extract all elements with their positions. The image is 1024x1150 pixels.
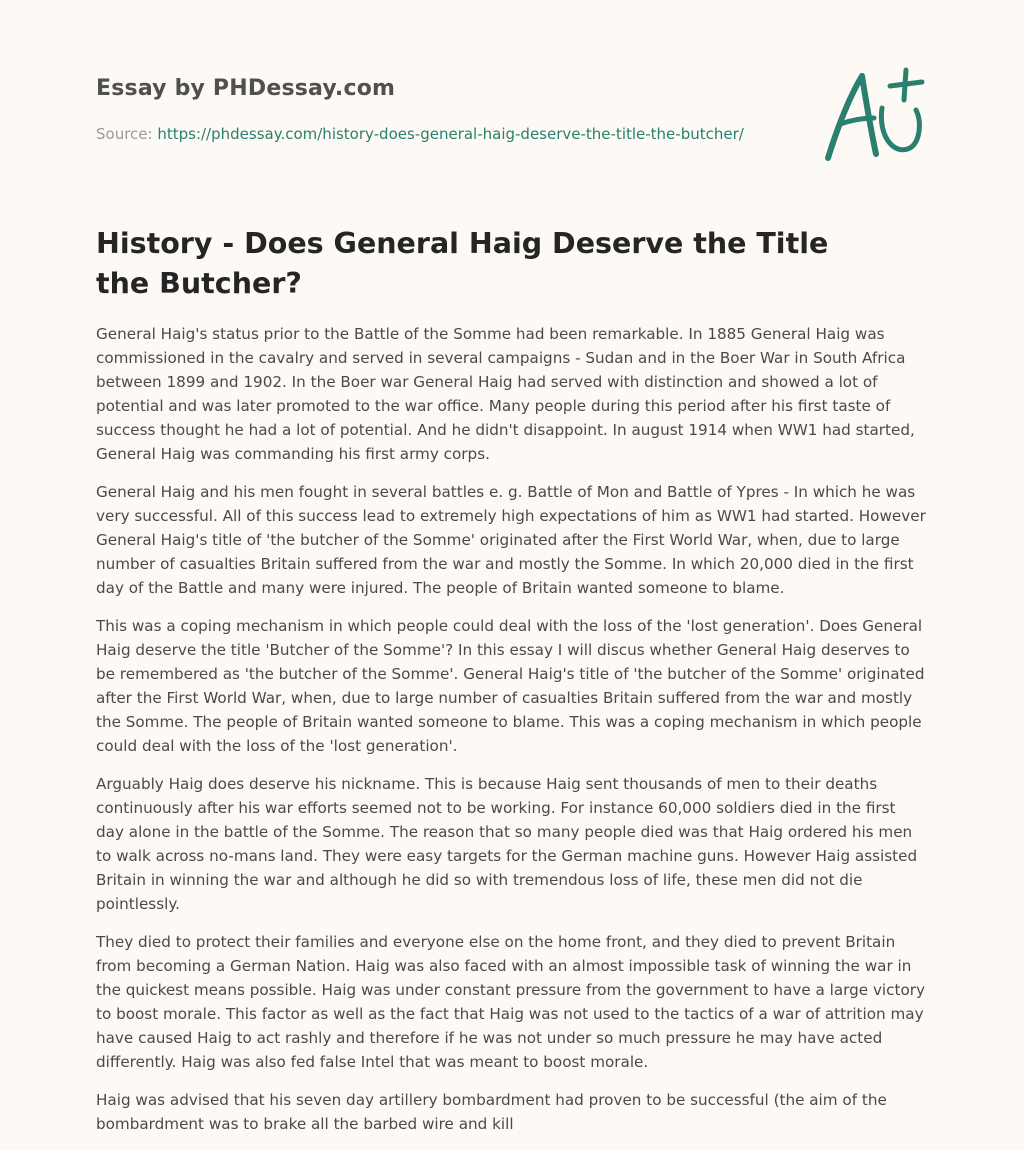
a-plus-logo-icon	[818, 66, 930, 166]
essay-paragraph: Haig was advised that his seven day artillery bombardment had proven to be successful (the aim of the bombardment was to brake all the barbed wire and kill	[96, 1091, 887, 1133]
source-link[interactable]: https://phdessay.com/history-does-general-haig-deserve-the-title-the-butcher/	[157, 125, 744, 143]
page-header	[96, 76, 796, 143]
essay-title: History - Does General Haig Deserve the Title the Butcher?	[96, 227, 829, 300]
source-label: Source:	[96, 125, 158, 143]
essay-paragraph: They died to protect their families and everyone else on the home front, and they died to prevent Britain from becoming a German Nation. Haig was also faced with an almost impossible task of winning the war in the quickest means possible. Haig was under constant pressure from the government to have a large victory to boost morale. This factor as well as the fact that Haig was not used to the tactics of a war of attrition may have caused Haig to act rashly and therefore if he was not under so much pressure he may have acted differently. Haig was also fed false Intel that was meant to boost morale.	[96, 933, 925, 1071]
brand-title: Essay by PHDessay.com	[96, 76, 396, 101]
essay-paragraph: General Haig and his men fought in several battles e. g. Battle of Mon and Battle of Ypres - In which he was very successful. All of this success lead to extremely high expectations of him as WW1 had started. However General Haig's title of 'the butcher of the Somme' originated after the First World War, when, due to large number of casualties Britain suffered from the war and mostly the Somme. In which 20,000 died in the first day of the Battle and many were injured. The people of Britain wanted someone to blame.	[96, 483, 926, 597]
essay-paragraph: Arguably Haig does deserve his nickname. This is because Haig sent thousands of men to their deaths continuously after his war efforts seemed not to be working. For instance 60,000 soldiers died in the first day alone in the battle of the Somme. The reason that so many people died was that Haig ordered his men to walk across no-mans land. They were easy targets for the German machine guns. However Haig assisted Britain in winning the war and although he did so with tremendous loss of life, these men did not die pointlessly.	[96, 775, 918, 913]
essay-paragraph: General Haig's status prior to the Battle of the Somme had been remarkable. In 1885 General Haig was commissioned in the cavalry and served in several campaigns - Sudan and in the Boer War in South Africa between 1899 and 1902. In the Boer war General Haig had served with distinction and showed a lot of potential and was later promoted to the war office. Many people during this period after his first taste of success thought he had a lot of potential. And he didn't disappoint. In august 1914 when WW1 had started, General Haig was commanding his first army corps.	[96, 325, 915, 463]
essay-body	[96, 322, 928, 1150]
source-line	[96, 125, 744, 143]
essay-paragraph: This was a coping mechanism in which people could deal with the loss of the 'lost generation'. Does General Haig deserve the title 'Butcher of the Somme'? In this essay I will discus whether General Haig deserves to be remembered as 'the butcher of the Somme'. General Haig's title of 'the butcher of the Somme' originated after the First World War, when, due to large number of casualties Britain suffered from the war and mostly the Somme. The people of Britain wanted someone to blame. This was a coping mechanism in which people could deal with the loss of the 'lost generation'.	[96, 617, 925, 755]
